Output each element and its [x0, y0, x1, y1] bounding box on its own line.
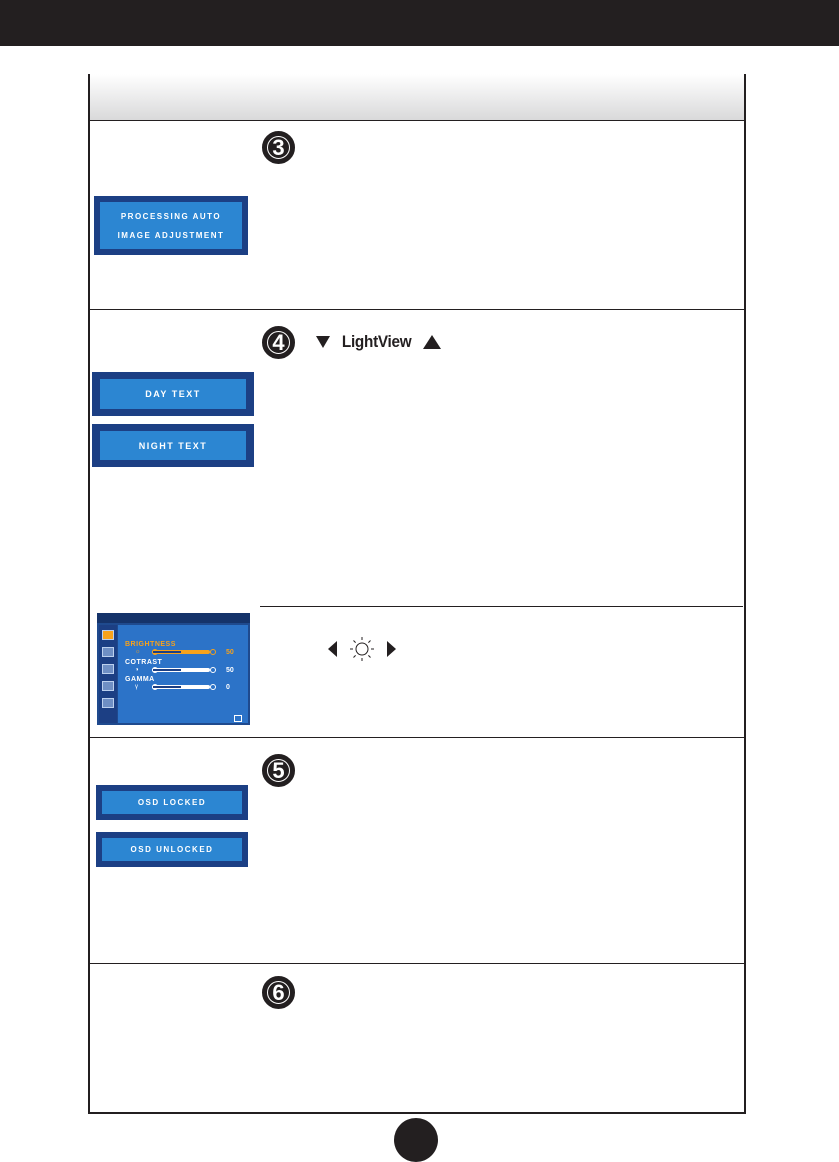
gamma-icon: γ — [135, 684, 138, 690]
osd-night-label: NIGHT TEXT — [138, 440, 208, 451]
divider — [88, 120, 746, 121]
left-triangle-icon — [328, 641, 337, 657]
osd-unlocked — [96, 832, 248, 867]
plus-icon — [210, 649, 216, 655]
brightness-label: BRIGHTNESS — [125, 641, 176, 648]
osd-night-text — [92, 424, 254, 467]
menu-title-bar — [97, 613, 250, 623]
plus-icon — [210, 667, 216, 673]
step-badge-3 — [262, 131, 295, 164]
menu-side-icons — [99, 625, 117, 723]
osd-locked-label: OSD LOCKED — [137, 798, 207, 807]
osd-line-1: PROCESSING AUTO — [120, 211, 222, 221]
contrast-label: COTRAST — [125, 659, 163, 666]
step-number: 6 — [272, 979, 285, 1005]
lightview-icon — [102, 681, 114, 691]
settings-icon — [102, 698, 114, 708]
step-badge-6 — [262, 976, 295, 1009]
color-icon — [102, 647, 114, 657]
gamma-value: 0 — [226, 684, 230, 691]
gamma-label: GAMMA — [125, 676, 155, 683]
contrast-slider — [152, 668, 210, 672]
lightview-key — [316, 331, 441, 353]
sun-icon — [347, 636, 377, 662]
top-banner — [0, 0, 839, 46]
osd-locked — [96, 785, 248, 820]
divider — [88, 737, 746, 738]
contrast-value: 50 — [226, 667, 234, 674]
lightview-label: LightView — [341, 332, 412, 351]
osd-processing-auto — [94, 196, 248, 255]
osd-day-text — [92, 372, 254, 416]
step-badge-5 — [262, 754, 295, 787]
osd-unlocked-label: OSD UNLOCKED — [130, 845, 214, 854]
exit-icon — [234, 715, 242, 722]
picture-icon — [102, 630, 114, 640]
sub-divider — [260, 606, 743, 607]
step-number: 5 — [272, 757, 285, 783]
gamma-slider — [152, 685, 210, 689]
position-icon — [102, 664, 114, 674]
osd-day-label: DAY TEXT — [145, 389, 201, 399]
brightness-slider — [152, 650, 210, 654]
brightness-icon: ☼ — [135, 649, 141, 655]
step-number: 3 — [272, 134, 285, 160]
divider — [88, 309, 746, 310]
menu-panel — [118, 625, 248, 723]
plus-icon — [210, 684, 216, 690]
brightness-value: 50 — [226, 649, 234, 656]
divider — [88, 963, 746, 964]
step-badge-4 — [262, 326, 295, 359]
step-number: 4 — [272, 329, 285, 355]
osd-picture-menu — [97, 613, 250, 725]
up-triangle-icon — [423, 335, 441, 349]
osd-line-2: IMAGE ADJUSTMENT — [117, 230, 225, 240]
adjust-arrows — [328, 636, 396, 662]
down-triangle-icon — [316, 336, 330, 348]
contrast-icon: ◑ — [135, 667, 139, 673]
page-number-badge — [394, 1118, 438, 1162]
right-triangle-icon — [387, 641, 396, 657]
